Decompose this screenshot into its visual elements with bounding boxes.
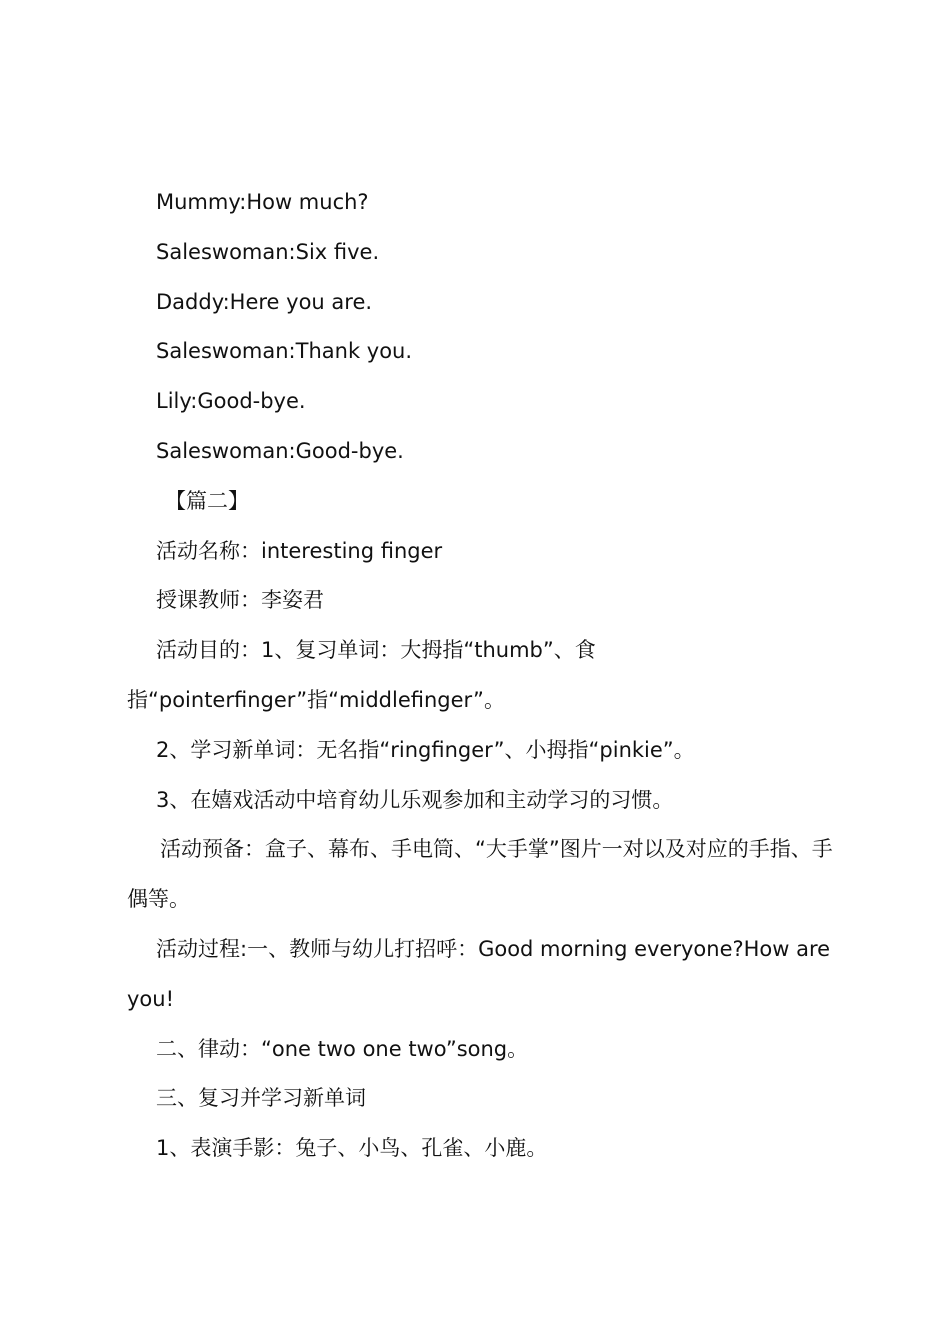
activity-process-shadow-play: 1、表演手影：兔子、小鸟、孔雀、小鹿。 xyxy=(156,1136,548,1161)
teacher-name: 授课教师：李姿君 xyxy=(156,588,324,613)
dialogue-line-mummy: Mummy:How much? xyxy=(156,190,369,214)
dialogue-line-daddy: Daddy:Here you are. xyxy=(156,289,373,314)
dialogue-line-saleswoman-thanks: Saleswoman:Thank you. xyxy=(156,339,413,364)
dialogue-line-lily: Lily:Good-bye. xyxy=(156,389,306,414)
activity-goal-1: 活动目的：1、复习单词：大拇指“thumb”、食指“pointerfinger”指“middlefinger”。 xyxy=(127,638,596,712)
dialogue-line-saleswoman-goodbye: Saleswoman:Good-bye. xyxy=(156,438,404,463)
dialogue-line-saleswoman-price: Saleswoman:Six five. xyxy=(156,239,380,264)
activity-name: 活动名称：interesting finger xyxy=(156,538,443,563)
activity-goal-3: 3、在嬉戏活动中培育幼儿乐观参加和主动学习的习惯。 xyxy=(156,787,674,812)
activity-process-rhythm: 二、律动：“one two one two”song。 xyxy=(156,1036,529,1061)
activity-process-greeting: 活动过程:一、教师与幼儿打招呼：Good morning everyone?How are you! xyxy=(127,936,831,1011)
section-heading: 【篇二】 xyxy=(165,488,249,513)
activity-process-review: 三、复习并学习新单词 xyxy=(156,1086,366,1111)
document-body xyxy=(127,178,833,1174)
activity-goal-2: 2、学习新单词：无名指“ringfinger”、小拇指“pinkie”。 xyxy=(156,737,695,762)
activity-preparation: 活动预备：盒子、幕布、手电筒、“大手掌”图片一对以及对应的手指、手偶等。 xyxy=(127,837,833,912)
